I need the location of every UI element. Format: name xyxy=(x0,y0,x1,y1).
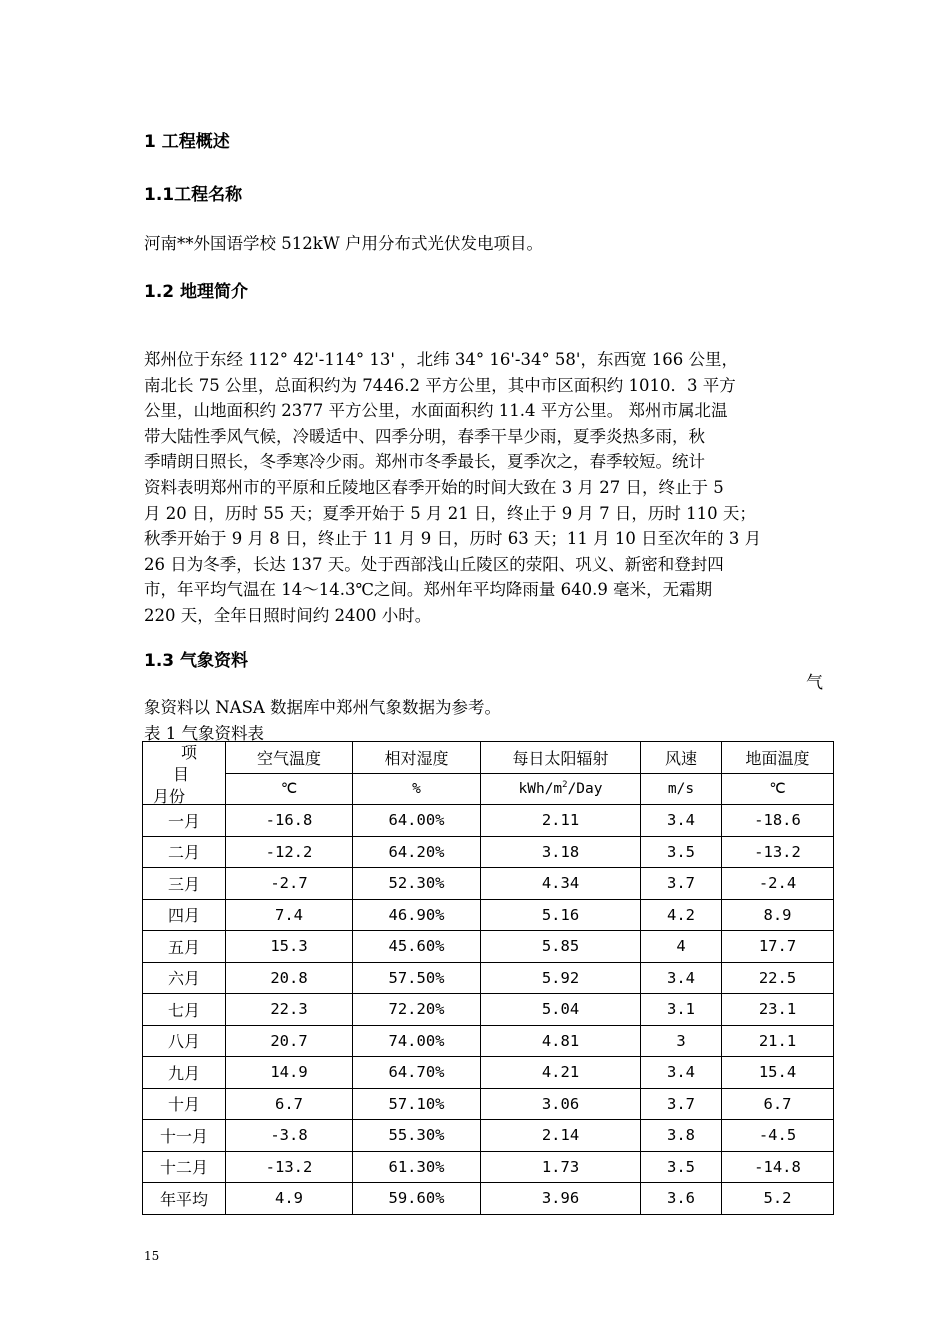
table-caption: 表 1 气象资料表 xyxy=(144,724,264,743)
value-cell: -13.2 xyxy=(722,836,834,868)
value-cell: 23.1 xyxy=(722,994,834,1026)
value-cell: -13.2 xyxy=(226,1151,353,1183)
value-cell: 3.06 xyxy=(481,1088,641,1120)
value-cell: 4.21 xyxy=(481,1057,641,1089)
value-cell: 3.4 xyxy=(641,962,722,994)
table-row xyxy=(143,962,834,994)
value-cell: 15.4 xyxy=(722,1057,834,1089)
value-cell: 15.3 xyxy=(226,931,353,963)
value-cell: -14.8 xyxy=(722,1151,834,1183)
value-cell: 14.9 xyxy=(226,1057,353,1089)
heading-geography: 1.2 地理简介 xyxy=(144,282,249,302)
value-cell: 4.81 xyxy=(481,1025,641,1057)
geography-paragraph xyxy=(144,347,810,629)
value-cell: -18.6 xyxy=(722,805,834,837)
value-cell: 64.70% xyxy=(353,1057,481,1089)
month-cell: 五月 xyxy=(143,931,226,963)
month-cell: 四月 xyxy=(143,899,226,931)
value-cell: 5.92 xyxy=(481,962,641,994)
month-cell: 十月 xyxy=(143,1088,226,1120)
heading-meteorology: 1.3 气象资料 xyxy=(144,651,249,671)
table-row xyxy=(143,1151,834,1183)
unit-ground-temp: ℃ xyxy=(722,773,834,805)
value-cell: 4.2 xyxy=(641,899,722,931)
value-cell: 6.7 xyxy=(722,1088,834,1120)
value-cell: -16.8 xyxy=(226,805,353,837)
geography-line: 月 20 日，历时 55 天；夏季开始于 5 月 21 日，终止于 9 月 7 日，历时 110 天； xyxy=(144,503,756,523)
value-cell: 2.14 xyxy=(481,1120,641,1152)
value-cell: 3.8 xyxy=(641,1120,722,1152)
header-air-temp: 空气温度 xyxy=(226,742,353,774)
month-cell: 三月 xyxy=(143,868,226,900)
header-ground-temp: 地面温度 xyxy=(722,742,834,774)
value-cell: 74.00% xyxy=(353,1025,481,1057)
month-cell: 二月 xyxy=(143,836,226,868)
weather-table xyxy=(142,741,834,1215)
value-cell: 2.11 xyxy=(481,805,641,837)
value-cell: 7.4 xyxy=(226,899,353,931)
value-cell: 6.7 xyxy=(226,1088,353,1120)
value-cell: 3.4 xyxy=(641,805,722,837)
project-name-text: 河南**外国语学校 512kW 户用分布式光伏发电项目。 xyxy=(144,234,543,253)
table-row xyxy=(143,868,834,900)
value-cell: 55.30% xyxy=(353,1120,481,1152)
month-cell: 八月 xyxy=(143,1025,226,1057)
value-cell: 46.90% xyxy=(353,899,481,931)
value-cell: 4.34 xyxy=(481,868,641,900)
value-cell: 61.30% xyxy=(353,1151,481,1183)
geography-line: 带大陆性季风气候，冷暖适中、四季分明，春季干旱少雨，夏季炎热多雨，秋 xyxy=(144,426,705,446)
header-wind-speed: 风速 xyxy=(641,742,722,774)
value-cell: 64.00% xyxy=(353,805,481,837)
unit-air-temp: ℃ xyxy=(226,773,353,805)
corner-line: 项 xyxy=(181,743,198,762)
value-cell: 72.20% xyxy=(353,994,481,1026)
value-cell: 22.5 xyxy=(722,962,834,994)
value-cell: -12.2 xyxy=(226,836,353,868)
month-cell: 一月 xyxy=(143,805,226,837)
value-cell: 1.73 xyxy=(481,1151,641,1183)
unit-humidity: % xyxy=(353,773,481,805)
geography-line: 220 天，全年日照时间约 2400 小时。 xyxy=(144,605,432,625)
value-cell: 45.60% xyxy=(353,931,481,963)
value-cell: 17.7 xyxy=(722,931,834,963)
value-cell: 5.85 xyxy=(481,931,641,963)
month-cell: 十二月 xyxy=(143,1151,226,1183)
corner-line: 月份 xyxy=(153,787,186,806)
heading-project-name: 1.1工程名称 xyxy=(144,185,243,205)
geography-line: 公里，山地面积约 2377 平方公里，水面面积约 11.4 平方公里。 郑州市属北温 xyxy=(144,401,728,421)
value-cell: 57.10% xyxy=(353,1088,481,1120)
table-row xyxy=(143,931,834,963)
value-cell: 3.4 xyxy=(641,1057,722,1089)
value-cell: 3.18 xyxy=(481,836,641,868)
value-cell: 8.9 xyxy=(722,899,834,931)
geography-line: 季晴朗日照长，冬季寒冷少雨。郑州市冬季最长，夏季次之，春季较短。统计 xyxy=(144,452,705,472)
value-cell: 52.30% xyxy=(353,868,481,900)
value-cell: 5.2 xyxy=(722,1183,834,1215)
table-header-row xyxy=(143,742,834,774)
geography-line: 南北长 75 公里，总面积约为 7446.2 平方公里，其中市区面积约 1010．3 平方 xyxy=(144,375,736,395)
value-cell: 21.1 xyxy=(722,1025,834,1057)
geography-line: 26 日为冬季，长达 137 天。处于西部浅山丘陵区的荥阳、巩义、新密和登封四 xyxy=(144,554,724,574)
month-cell: 九月 xyxy=(143,1057,226,1089)
month-cell: 六月 xyxy=(143,962,226,994)
value-cell: 3.5 xyxy=(641,836,722,868)
geography-line: 秋季开始于 9 月 8 日，终止于 11 月 9 日，历时 63 天；11 月 10 日至次年的 3 月 xyxy=(144,529,762,549)
table-corner-cell xyxy=(143,742,226,805)
month-cell: 年平均 xyxy=(143,1183,226,1215)
value-cell: 3.1 xyxy=(641,994,722,1026)
value-cell: -4.5 xyxy=(722,1120,834,1152)
geography-line: 市，年平均气温在 14～14.3℃之间。郑州年平均降雨量 640.9 毫米，无霜期 xyxy=(144,580,713,600)
heading-project-overview: 1 工程概述 xyxy=(144,132,230,152)
geography-line: 郑州位于东经 112° 42'-114° 13' ，北纬 34° 16'-34° 58'，东西宽 166 公里， xyxy=(144,350,738,369)
table-row xyxy=(143,1057,834,1089)
value-cell: 3.7 xyxy=(641,868,722,900)
table-row xyxy=(143,1088,834,1120)
table-row xyxy=(143,1025,834,1057)
value-cell: 3.6 xyxy=(641,1183,722,1215)
value-cell: 22.3 xyxy=(226,994,353,1026)
value-cell: -2.4 xyxy=(722,868,834,900)
meteorology-leading-char: 气 xyxy=(806,673,823,693)
value-cell: 5.04 xyxy=(481,994,641,1026)
table-row xyxy=(143,1183,834,1215)
value-cell: -3.8 xyxy=(226,1120,353,1152)
table-row xyxy=(143,836,834,868)
page-number: 15 xyxy=(144,1249,160,1263)
value-cell: 64.20% xyxy=(353,836,481,868)
value-cell: 4.9 xyxy=(226,1183,353,1215)
unit-wind-speed: m/s xyxy=(641,773,722,805)
value-cell: 4 xyxy=(641,931,722,963)
value-cell: 57.50% xyxy=(353,962,481,994)
value-cell: 3 xyxy=(641,1025,722,1057)
month-cell: 七月 xyxy=(143,994,226,1026)
unit-solar-radiation: kWh/$m^2$/Day xyxy=(481,773,641,805)
value-cell: 59.60% xyxy=(353,1183,481,1215)
value-cell: 3.7 xyxy=(641,1088,722,1120)
table-unit-row xyxy=(143,773,834,805)
month-cell: 十一月 xyxy=(143,1120,226,1152)
header-solar-radiation: 每日太阳辐射 xyxy=(481,742,641,774)
value-cell: 3.96 xyxy=(481,1183,641,1215)
value-cell: 5.16 xyxy=(481,899,641,931)
table-row xyxy=(143,994,834,1026)
table-row xyxy=(143,805,834,837)
value-cell: -2.7 xyxy=(226,868,353,900)
corner-line: 目 xyxy=(173,765,190,784)
header-humidity: 相对湿度 xyxy=(353,742,481,774)
geography-line: 资料表明郑州市的平原和丘陵地区春季开始的时间大致在 3 月 27 日，终止于 5 xyxy=(144,477,724,497)
table-row xyxy=(143,1120,834,1152)
meteorology-text: 象资料以 NASA 数据库中郑州气象数据为参考。 xyxy=(144,698,502,717)
value-cell: 3.5 xyxy=(641,1151,722,1183)
value-cell: 20.7 xyxy=(226,1025,353,1057)
table-row xyxy=(143,899,834,931)
value-cell: 20.8 xyxy=(226,962,353,994)
